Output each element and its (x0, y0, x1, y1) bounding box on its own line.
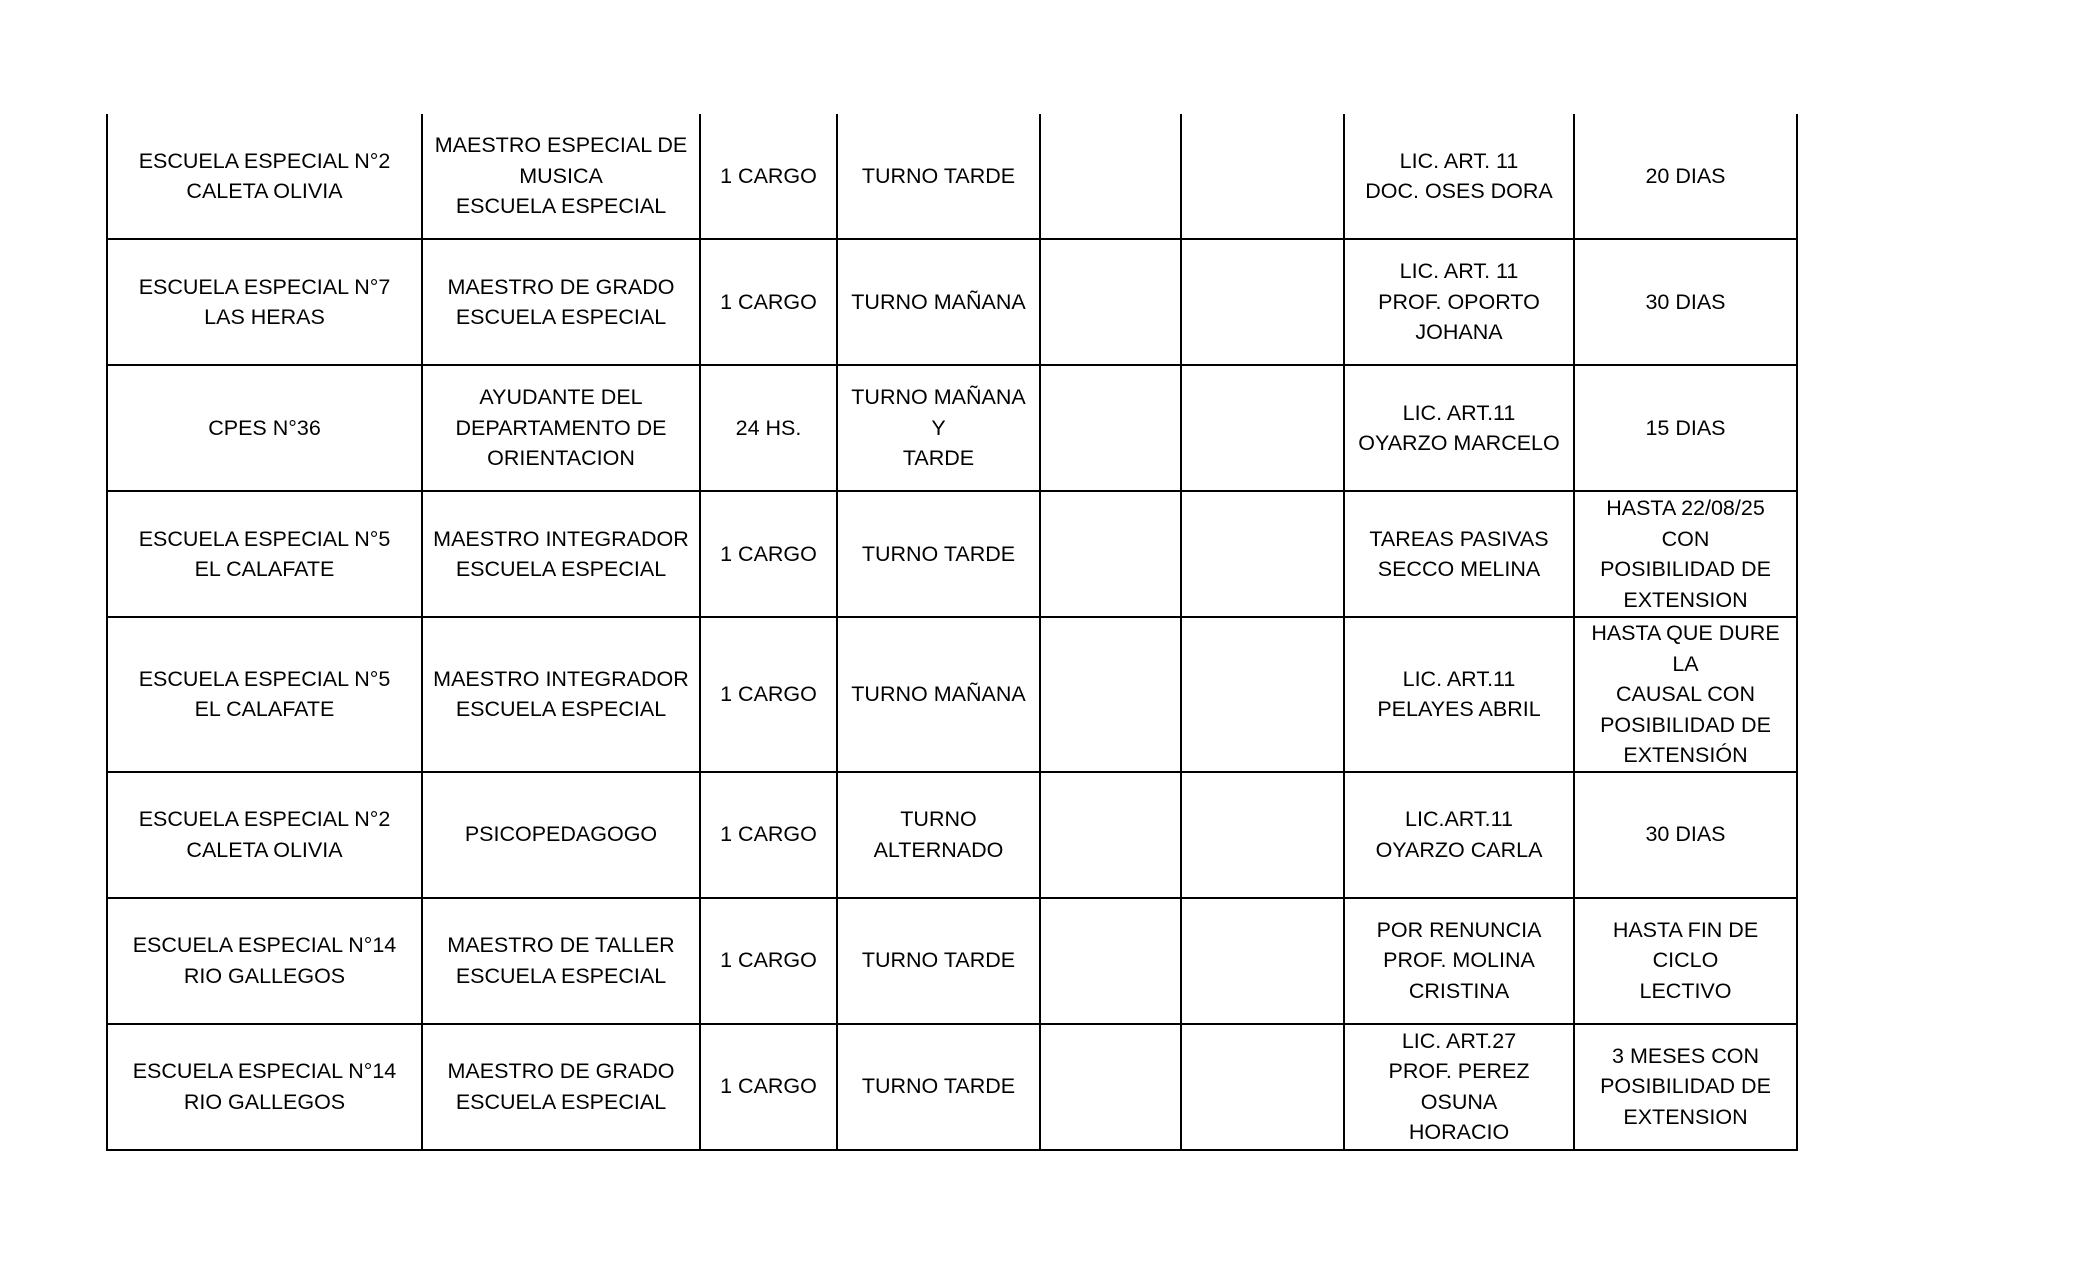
cell-duracion: HASTA QUE DURE LA CAUSAL CON POSIBILIDAD DE EXTENSIÓN (1574, 617, 1797, 772)
cell-empty-6 (1181, 617, 1344, 772)
cell-duracion: 20 DIAS (1574, 114, 1797, 239)
table-row (107, 365, 1797, 491)
cell-motivo: LIC. ART.27 PROF. PEREZ OSUNA HORACIO (1344, 1024, 1574, 1150)
cell-cargo: AYUDANTE DEL DEPARTAMENTO DE ORIENTACION (422, 365, 700, 491)
cell-establecimiento: ESCUELA ESPECIAL N°5 EL CALAFATE (107, 491, 422, 617)
cell-cargo: PSICOPEDAGOGO (422, 772, 700, 898)
cell-cantidad: 1 CARGO (700, 1024, 837, 1150)
cell-empty-6 (1181, 898, 1344, 1024)
cell-duracion: 15 DIAS (1574, 365, 1797, 491)
cell-empty-5 (1040, 772, 1181, 898)
cell-motivo: LIC. ART. 11 PROF. OPORTO JOHANA (1344, 239, 1574, 365)
table-body (107, 114, 1797, 1150)
cell-empty-5 (1040, 1024, 1181, 1150)
cell-cantidad: 1 CARGO (700, 772, 837, 898)
cell-empty-6 (1181, 491, 1344, 617)
cell-cargo: MAESTRO INTEGRADOR ESCUELA ESPECIAL (422, 617, 700, 772)
table-row (107, 772, 1797, 898)
cell-duracion: 30 DIAS (1574, 239, 1797, 365)
table-row (107, 617, 1797, 772)
cell-turno: TURNO ALTERNADO (837, 772, 1040, 898)
cell-empty-5 (1040, 898, 1181, 1024)
cell-empty-6 (1181, 772, 1344, 898)
cell-cargo: MAESTRO INTEGRADOR ESCUELA ESPECIAL (422, 491, 700, 617)
cell-turno: TURNO MAÑANA (837, 617, 1040, 772)
vacancy-table (106, 114, 1798, 1151)
cell-establecimiento: ESCUELA ESPECIAL N°14 RIO GALLEGOS (107, 898, 422, 1024)
cell-empty-6 (1181, 114, 1344, 239)
cell-cantidad: 1 CARGO (700, 239, 837, 365)
cell-duracion: HASTA 22/08/25 CON POSIBILIDAD DE EXTENSION (1574, 491, 1797, 617)
cell-cargo: MAESTRO DE GRADO ESCUELA ESPECIAL (422, 239, 700, 365)
cell-motivo: LIC. ART.11 PELAYES ABRIL (1344, 617, 1574, 772)
cell-motivo: LIC.ART.11 OYARZO CARLA (1344, 772, 1574, 898)
table-row (107, 898, 1797, 1024)
cell-cantidad: 1 CARGO (700, 491, 837, 617)
cell-empty-5 (1040, 239, 1181, 365)
cell-empty-6 (1181, 239, 1344, 365)
cell-cantidad: 1 CARGO (700, 617, 837, 772)
cell-establecimiento: CPES N°36 (107, 365, 422, 491)
cell-establecimiento: ESCUELA ESPECIAL N°2 CALETA OLIVIA (107, 114, 422, 239)
cell-turno: TURNO MAÑANA Y TARDE (837, 365, 1040, 491)
cell-empty-6 (1181, 1024, 1344, 1150)
cell-motivo: LIC. ART.11 OYARZO MARCELO (1344, 365, 1574, 491)
cell-establecimiento: ESCUELA ESPECIAL N°5 EL CALAFATE (107, 617, 422, 772)
table-row (107, 491, 1797, 617)
cell-turno: TURNO MAÑANA (837, 239, 1040, 365)
cell-empty-6 (1181, 365, 1344, 491)
cell-turno: TURNO TARDE (837, 114, 1040, 239)
cell-turno: TURNO TARDE (837, 898, 1040, 1024)
cell-empty-5 (1040, 114, 1181, 239)
cell-empty-5 (1040, 365, 1181, 491)
cell-cargo: MAESTRO ESPECIAL DE MUSICA ESCUELA ESPECIAL (422, 114, 700, 239)
cell-motivo: LIC. ART. 11 DOC. OSES DORA (1344, 114, 1574, 239)
cell-establecimiento: ESCUELA ESPECIAL N°7 LAS HERAS (107, 239, 422, 365)
cell-motivo: TAREAS PASIVAS SECCO MELINA (1344, 491, 1574, 617)
cell-duracion: 30 DIAS (1574, 772, 1797, 898)
cell-duracion: HASTA FIN DE CICLO LECTIVO (1574, 898, 1797, 1024)
table-row (107, 1024, 1797, 1150)
cell-establecimiento: ESCUELA ESPECIAL N°2 CALETA OLIVIA (107, 772, 422, 898)
cell-cargo: MAESTRO DE GRADO ESCUELA ESPECIAL (422, 1024, 700, 1150)
cell-cantidad: 24 HS. (700, 365, 837, 491)
cell-duracion: 3 MESES CON POSIBILIDAD DE EXTENSION (1574, 1024, 1797, 1150)
cell-cantidad: 1 CARGO (700, 898, 837, 1024)
cell-turno: TURNO TARDE (837, 1024, 1040, 1150)
cell-turno: TURNO TARDE (837, 491, 1040, 617)
cell-cargo: MAESTRO DE TALLER ESCUELA ESPECIAL (422, 898, 700, 1024)
cell-empty-5 (1040, 617, 1181, 772)
cell-motivo: POR RENUNCIA PROF. MOLINA CRISTINA (1344, 898, 1574, 1024)
table-row (107, 114, 1797, 239)
cell-cantidad: 1 CARGO (700, 114, 837, 239)
cell-establecimiento: ESCUELA ESPECIAL N°14 RIO GALLEGOS (107, 1024, 422, 1150)
table-row (107, 239, 1797, 365)
cell-empty-5 (1040, 491, 1181, 617)
